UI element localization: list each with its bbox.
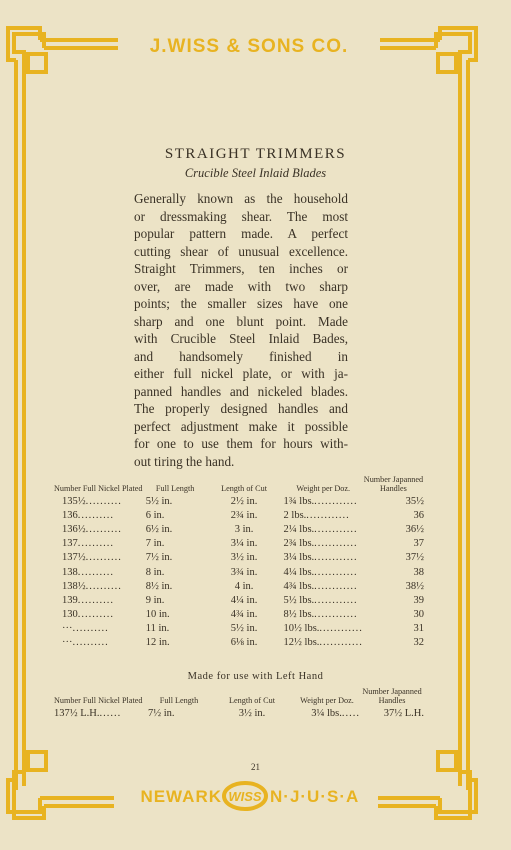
brand-name-top: J.WISS & SONS CO. bbox=[118, 36, 380, 58]
cell-length-of-cut: 3½ in. bbox=[230, 552, 258, 564]
leader-dots: .......... bbox=[72, 637, 109, 649]
cell-full-length: 11 in. bbox=[145, 622, 170, 634]
description-line: perfect adjustment make it possible bbox=[134, 418, 348, 434]
cell-number-plated: 135½ bbox=[62, 496, 86, 508]
leader-dots: .......... bbox=[77, 594, 114, 606]
leader-dots: ............ bbox=[314, 594, 358, 606]
cell-length-of-cut: 3½ in. bbox=[238, 708, 266, 720]
table-row bbox=[52, 507, 424, 521]
cell-number-plated: 137 bbox=[62, 538, 78, 550]
leader-dots: .......... bbox=[85, 552, 122, 564]
page-subtitle: Crucible Steel Inlaid Blades bbox=[184, 166, 327, 180]
cell-full-length: 5½ in. bbox=[145, 496, 173, 508]
page-title: STRAIGHT TRIMMERS bbox=[164, 146, 347, 162]
cell-length-of-cut: 5½ in. bbox=[230, 622, 258, 634]
cell-number-plated: 136 bbox=[62, 510, 78, 522]
cell-number-japanned: 30 bbox=[413, 608, 424, 620]
brand-city: NEWARK bbox=[114, 786, 224, 808]
description-line: for one to use them for hours with- bbox=[134, 436, 348, 451]
description-line: The properly designed handles and bbox=[134, 401, 348, 416]
description-line: and handsomely finished in bbox=[134, 348, 348, 364]
cell-full-length: 7½ in. bbox=[145, 552, 173, 564]
cell-full-length: 8½ in. bbox=[145, 580, 173, 592]
cell-length-of-cut: 2½ in. bbox=[230, 496, 258, 508]
cell-number-japanned: 38½ bbox=[405, 580, 424, 592]
leader-dots: ............ bbox=[314, 608, 358, 620]
table-row bbox=[52, 606, 424, 620]
leader-dots: ............ bbox=[306, 510, 350, 522]
leader-dots: .......... bbox=[77, 538, 114, 550]
cell-number-japanned: 37 bbox=[413, 538, 424, 550]
cell-full-length: 10 in. bbox=[145, 608, 170, 620]
leader-dots: ............ bbox=[314, 566, 358, 578]
header-weight: Weight per Doz. bbox=[296, 483, 351, 493]
cell-length-of-cut: 4 in. bbox=[234, 580, 254, 592]
cell-weight: 8½ lbs. bbox=[283, 608, 315, 620]
description-line: either full nickel plate, or with ja- bbox=[134, 366, 348, 381]
cell-weight: 2¾ lbs. bbox=[283, 538, 315, 550]
leader-dots: ............ bbox=[314, 496, 358, 508]
cell-full-length: 6 in. bbox=[145, 510, 165, 522]
header-number-japanned: Number Japanned Handles bbox=[362, 687, 422, 705]
header-number-japanned: Number Japanned Handles bbox=[363, 475, 424, 493]
cell-weight: 12½ lbs. bbox=[283, 637, 320, 649]
cell-length-of-cut: 2¾ in. bbox=[230, 510, 258, 522]
leader-dots: ............ bbox=[314, 552, 358, 564]
table-row: 137½ L.H....... 7½ in. 3½ in. 3¼ lbs...... 37½ L.H. bbox=[52, 705, 424, 719]
header-number-plated: Number Full Nickel Plated bbox=[54, 483, 143, 493]
table-row bbox=[52, 592, 424, 606]
table-header-row bbox=[52, 688, 424, 705]
cell-number-japanned: 36½ bbox=[405, 524, 424, 536]
specification-table bbox=[52, 476, 424, 648]
cell-weight: 3¼ lbs. bbox=[283, 552, 315, 564]
cell-full-length: 12 in. bbox=[145, 637, 170, 649]
wiss-logo-icon bbox=[222, 776, 268, 816]
description-line: sharp and one blunt point. Made bbox=[134, 313, 348, 329]
cell-number-japanned: 32 bbox=[413, 637, 424, 649]
left-hand-note: Made for use with Left Hand bbox=[187, 671, 324, 682]
table-row bbox=[52, 549, 424, 563]
leader-dots: .......... bbox=[77, 608, 114, 620]
table-row bbox=[52, 578, 424, 592]
page-number: 21 bbox=[251, 762, 260, 772]
table-row bbox=[52, 521, 424, 535]
leader-dots: .......... bbox=[72, 622, 109, 634]
description-paragraph bbox=[134, 190, 348, 470]
description-line: Straight Trimmers, ten inches or bbox=[134, 261, 348, 276]
header-number-plated: Number Full Nickel Plated bbox=[54, 695, 143, 705]
leader-dots: ............ bbox=[314, 580, 358, 592]
table-row bbox=[52, 620, 424, 634]
left-hand-table bbox=[52, 688, 424, 719]
cell-number-plated: ··· bbox=[62, 637, 73, 649]
cell-weight: 10½ lbs. bbox=[283, 622, 320, 634]
cell-number-japanned: 36 bbox=[413, 510, 424, 522]
cell-number-japanned: 31 bbox=[413, 622, 424, 634]
leader-dots: .......... bbox=[85, 580, 122, 592]
cell-full-length: 6½ in. bbox=[145, 524, 173, 536]
cell-length-of-cut: 6⅛ in. bbox=[230, 637, 258, 649]
cell-number-plated: ··· bbox=[62, 622, 73, 634]
description-line: with Crucible Steel Inlaid Bades, bbox=[134, 331, 348, 346]
cell-number-plated: 137½ L.H. bbox=[54, 708, 100, 720]
logo-wordmark: WISS bbox=[228, 789, 262, 804]
header-length-of-cut: Length of Cut bbox=[229, 695, 275, 705]
leader-dots: .......... bbox=[85, 496, 122, 508]
cell-number-plated: 138 bbox=[62, 566, 78, 578]
leader-dots: .......... bbox=[85, 524, 122, 536]
leader-dots: ............ bbox=[319, 637, 363, 649]
description-line: panned handles and nickeled blades. bbox=[134, 383, 348, 399]
cell-weight: 2 lbs. bbox=[283, 510, 307, 522]
leader-dots: .......... bbox=[77, 566, 114, 578]
cell-number-japanned: 39 bbox=[413, 594, 424, 606]
description-line: Generally known as the household bbox=[134, 191, 348, 206]
description-line: or dressmaking shear. The most bbox=[134, 208, 348, 224]
cell-number-plated: 139 bbox=[62, 594, 78, 606]
cell-number-plated: 136½ bbox=[62, 524, 86, 536]
description-line: points; the smaller sizes have one bbox=[134, 296, 348, 311]
description-line: cutting shear of unusual excellence. bbox=[134, 243, 348, 259]
cell-weight: 4¼ lbs. bbox=[283, 566, 315, 578]
cell-weight: 5½ lbs. bbox=[283, 594, 315, 606]
leader-dots: ............ bbox=[314, 524, 358, 536]
leader-dots: ............ bbox=[319, 622, 363, 634]
header-length-of-cut: Length of Cut bbox=[221, 483, 268, 493]
cell-weight: 3¼ lbs. bbox=[311, 708, 342, 720]
cell-number-plated: 130 bbox=[62, 608, 78, 620]
cell-full-length: 7½ in. bbox=[148, 708, 175, 720]
description-line: out tiring the hand. bbox=[134, 453, 235, 469]
header-weight: Weight per Doz. bbox=[300, 695, 354, 705]
brand-state-country: N·J·U·S·A bbox=[268, 786, 374, 808]
cell-length-of-cut: 3 in. bbox=[234, 524, 254, 536]
table-row bbox=[52, 493, 424, 507]
leader-dots: .......... bbox=[77, 510, 114, 522]
cell-full-length: 9 in. bbox=[145, 594, 165, 606]
cell-length-of-cut: 4¾ in. bbox=[230, 608, 258, 620]
table-header-row bbox=[52, 476, 424, 493]
cell-number-japanned: 37½ L.H. bbox=[383, 708, 424, 720]
table-row bbox=[52, 563, 424, 577]
description-line: over, are made with two sharp bbox=[134, 278, 348, 294]
cell-length-of-cut: 4¼ in. bbox=[230, 594, 258, 606]
cell-full-length: 7 in. bbox=[145, 538, 165, 550]
cell-length-of-cut: 3¾ in. bbox=[230, 566, 258, 578]
cell-weight: 2¼ lbs. bbox=[283, 524, 315, 536]
cell-full-length: 8 in. bbox=[145, 566, 165, 578]
cell-number-japanned: 38 bbox=[413, 566, 424, 578]
cell-length-of-cut: 3¼ in. bbox=[230, 538, 258, 550]
cell-number-japanned: 35½ bbox=[405, 496, 424, 508]
table-row bbox=[52, 535, 424, 549]
cell-weight: 4¾ lbs. bbox=[283, 580, 315, 592]
leader-dots: ............ bbox=[314, 538, 358, 550]
table-row bbox=[52, 634, 424, 648]
cell-number-plated: 137½ bbox=[62, 552, 86, 564]
cell-number-japanned: 37½ bbox=[405, 552, 424, 564]
description-line: popular pattern made. A perfect bbox=[134, 226, 348, 241]
cell-number-plated: 138½ bbox=[62, 580, 86, 592]
header-full-length: Full Length bbox=[159, 695, 199, 705]
header-full-length: Full Length bbox=[155, 483, 195, 493]
cell-weight: 1¾ lbs. bbox=[283, 496, 315, 508]
